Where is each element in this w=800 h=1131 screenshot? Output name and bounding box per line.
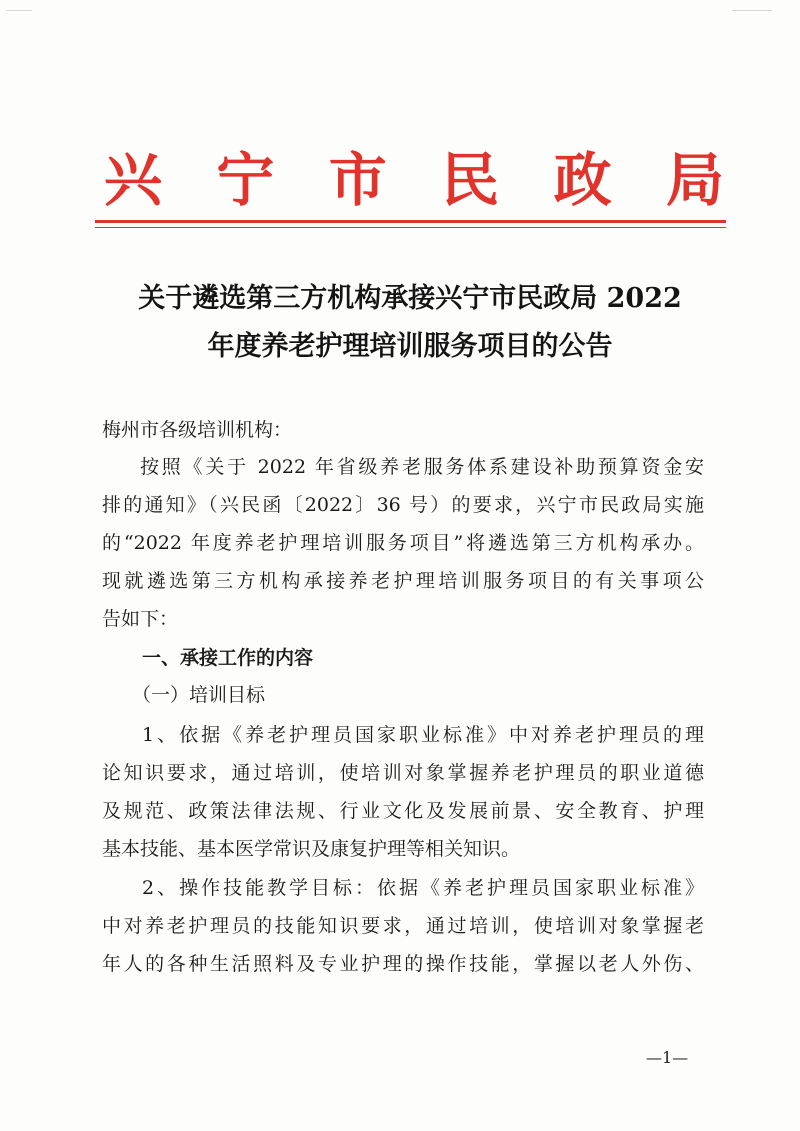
document-body — [102, 415, 704, 1045]
title-line-2: 年度养老护理培训服务项目的公告 — [207, 331, 613, 362]
scan-mark-right — [732, 10, 772, 11]
letterhead-char: 局 — [665, 146, 724, 214]
para1-line: 排的通知》（兴民函〔2022〕36 号）的要求，兴宁市民政局实施 — [102, 494, 704, 516]
item1-line: 基本技能、基本医学常识及康复护理等相关知识。 — [102, 838, 521, 860]
letterhead-char: 政 — [553, 146, 612, 214]
document-title — [90, 275, 730, 371]
title-line-1: 关于遴选第三方机构承接兴宁市民政局 2022 — [138, 283, 682, 314]
section-heading: 一、承接工作的内容 — [142, 647, 314, 669]
item1-line: 论知识要求，通过培训，使培训对象掌握养老护理员的职业道德 — [102, 762, 704, 784]
letterhead-char: 兴 — [104, 146, 163, 214]
letterhead-char: 民 — [441, 146, 500, 214]
letterhead-char: 市 — [328, 146, 387, 214]
item2-line: 年人的各种生活照料及专业护理的操作技能，掌握以老人外伤、 — [102, 953, 704, 975]
scan-mark-left — [6, 10, 32, 11]
letterhead-divider-thin — [95, 227, 726, 228]
letterhead-char: 宁 — [216, 146, 275, 214]
item2-line: 中对养老护理员的技能知识要求，通过培训，使培训对象掌握老 — [102, 915, 704, 937]
para1-line: 按照《关于 2022 年省级养老服务体系建设补助预算资金安 — [140, 456, 704, 478]
para1-line: 告如下： — [102, 608, 179, 630]
item1-line: 1、依据《养老护理员国家职业标准》中对养老护理员的理 — [142, 724, 704, 746]
agency-letterhead — [104, 140, 724, 220]
item2-line: 2、操作技能教学目标：依据《养老护理员国家职业标准》 — [142, 877, 704, 899]
salutation: 梅州市各级培训机构： — [102, 419, 293, 441]
page-number: —1— — [646, 1048, 689, 1067]
item1-line: 及规范、政策法律法规、行业文化及发展前景、安全教育、护理 — [102, 800, 704, 822]
para1-line: 现就遴选第三方机构承接养老护理培训服务项目的有关事项公 — [102, 570, 704, 592]
subsection-heading: （一）培训目标 — [132, 684, 266, 706]
letterhead-divider-thick — [95, 220, 726, 223]
para1-line: 的“2022 年度养老护理培训服务项目”将遴选第三方机构承办。 — [102, 532, 704, 554]
